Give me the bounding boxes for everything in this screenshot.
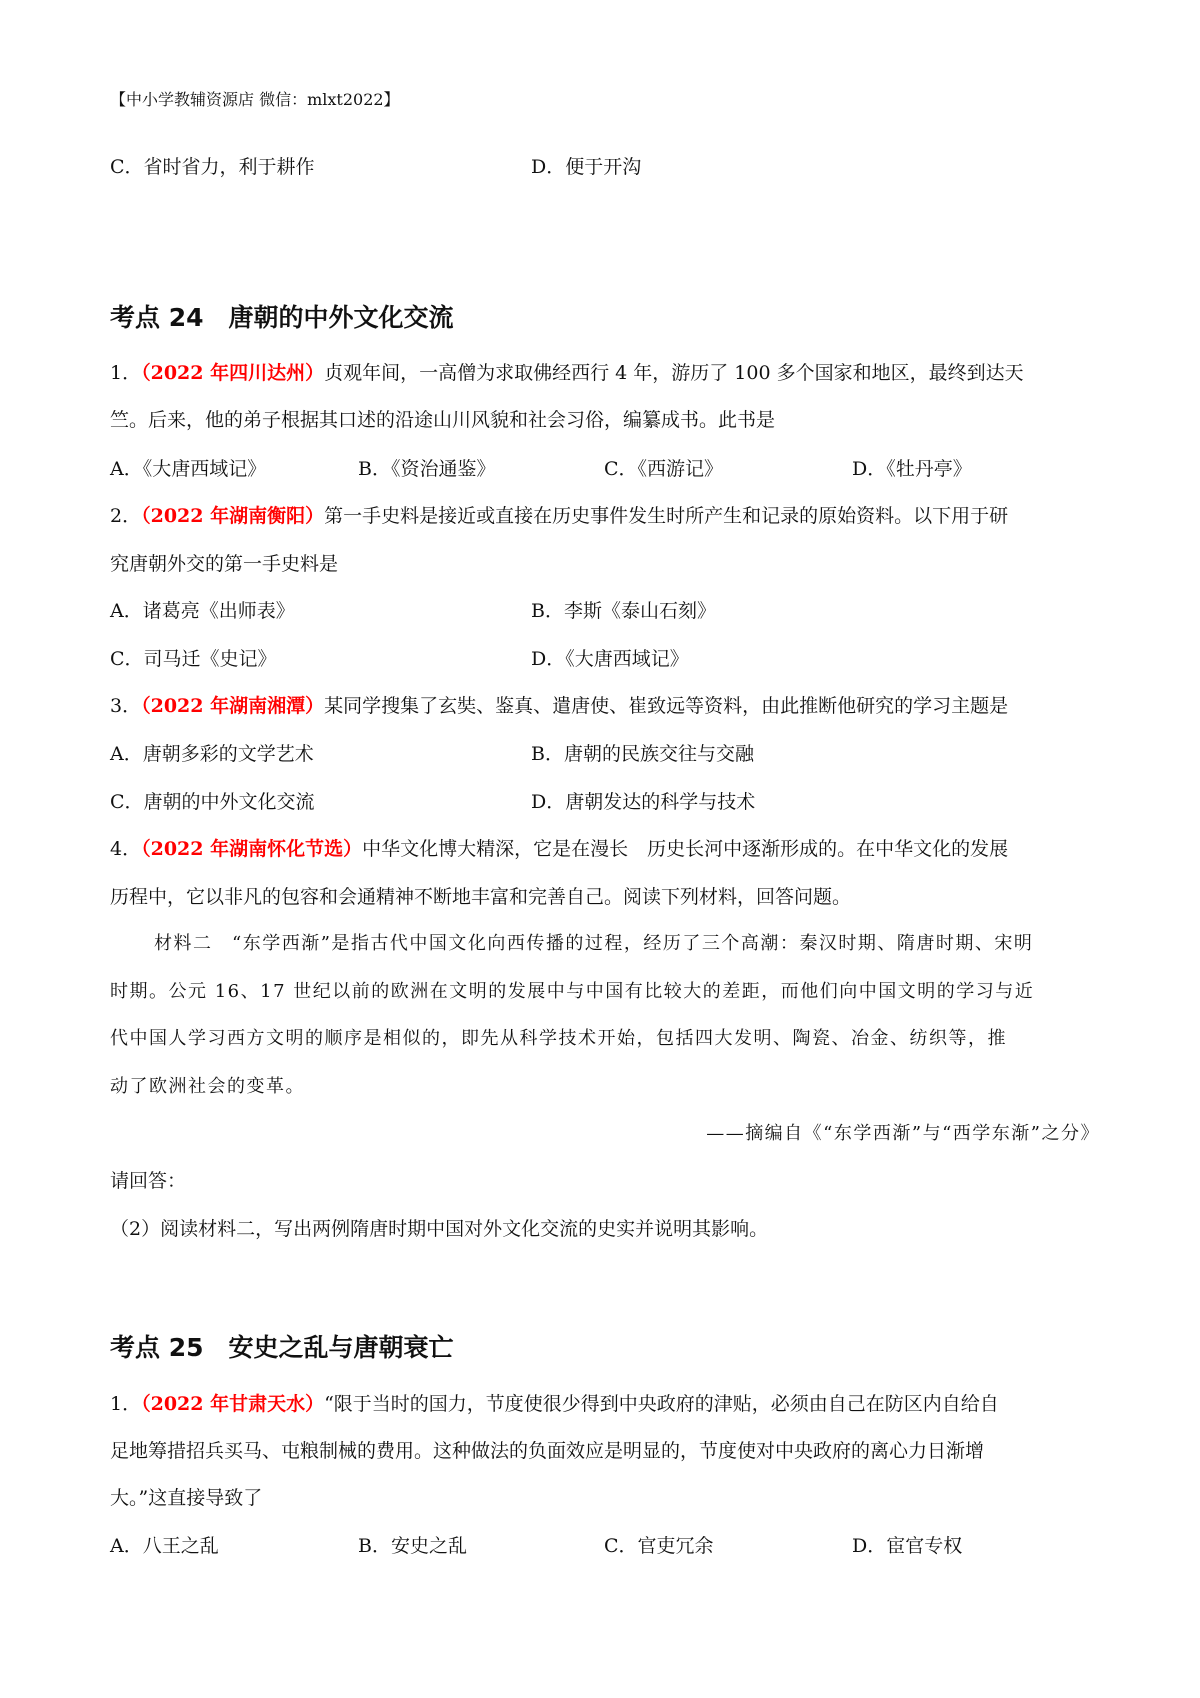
option-a: A．诸葛亮《出师表》 [110, 600, 295, 622]
material-line: 材料二 “东学西渐”是指古代中国文化向西传播的过程，经历了三个高潮：秦汉时期、隋唐时期、宋明 [154, 933, 1034, 954]
option-c: C．司马迁《史记》 [110, 648, 277, 670]
header-watermark: 【中小学教辅资源店 微信：mlxt2022】 [110, 90, 400, 109]
material-line: 动了欧洲社会的变革。 [110, 1076, 305, 1097]
question-text: 究唐朝外交的第一手史料是 [110, 553, 339, 575]
option-c: C．《西游记》 [604, 458, 724, 480]
option-b: B．李斯《泰山石刻》 [531, 600, 716, 622]
option-c: C．官吏冗余 [604, 1535, 714, 1557]
question-text: 历程中，它以非凡的包容和会通精神不断地丰富和完善自己。阅读下列材料，回答问题。 [110, 886, 852, 908]
option-c: C．省时省力，利于耕作 [110, 156, 315, 178]
question-text: 大。”这直接导致了 [110, 1487, 263, 1509]
question-source: （2022 年湖南衡阳） [141, 505, 325, 527]
question-number: 2． [110, 505, 142, 527]
option-a: A．八王之乱 [110, 1535, 219, 1557]
question-text: “限于当时的国力，节度使很少得到中央政府的津贴，必须由自己在防区内自给自 [324, 1393, 999, 1415]
question-3-line [110, 694, 1008, 718]
option-d: D．便于开沟 [531, 156, 642, 178]
question-text: 竺。后来，他的弟子根据其口述的沿途山川风貌和社会习俗，编纂成书。此书是 [110, 409, 776, 431]
question-1-line [110, 361, 1024, 385]
option-d: D．《大唐西域记》 [531, 648, 689, 670]
material-line: 代中国人学习西方文明的顺序是相似的，即先从科学技术开始，包括四大发明、陶瓷、冶金、纺织等，推 [110, 1028, 1007, 1049]
sub-question: （2）阅读材料二，写出两例隋唐时期中国对外文化交流的史实并说明其影响。 [110, 1218, 769, 1240]
question-source: （2022 年四川达州） [141, 362, 325, 384]
question-text: 第一手史料是接近或直接在历史事件发生时所产生和记录的原始资料。以下用于研 [324, 505, 1009, 527]
question-source: （2022 年湖南怀化节选） [141, 838, 363, 860]
option-a: A．《大唐西域记》 [110, 458, 267, 480]
option-b: B．唐朝的民族交往与交融 [531, 743, 754, 765]
option-d: D．宦官专权 [852, 1535, 963, 1557]
option-d: D．唐朝发达的科学与技术 [531, 791, 756, 813]
question-1-line [110, 1392, 999, 1416]
question-number: 1． [110, 1393, 142, 1415]
question-text: 贞观年间，一高僧为求取佛经西行 4 年，游历了 100 多个国家和地区，最终到达天 [324, 362, 1024, 384]
option-d: D．《牡丹亭》 [852, 458, 972, 480]
question-4-line [110, 837, 1008, 861]
question-source: （2022 年湖南湘潭） [141, 695, 325, 717]
question-number: 1． [110, 362, 142, 384]
option-b: B．安史之乱 [358, 1535, 467, 1557]
option-c: C．唐朝的中外文化交流 [110, 791, 315, 813]
question-source: （2022 年甘肃天水） [141, 1393, 325, 1415]
question-text: 中华文化博大精深，它是在漫长 历史长河中逐渐形成的。在中华文化的发展 [362, 838, 1009, 860]
question-text: 某同学搜集了玄奘、鉴真、遣唐使、崔致远等资料，由此推断他研究的学习主题是 [324, 695, 1009, 717]
section-title-24: 考点 24 唐朝的中外文化交流 [110, 303, 454, 332]
question-number: 4． [110, 838, 142, 860]
question-number: 3． [110, 695, 142, 717]
option-b: B．《资治通鉴》 [358, 458, 496, 480]
material-source: ——摘编自《“东学西渐”与“西学东渐”之分》 [706, 1123, 1100, 1144]
question-2-line [110, 504, 1008, 528]
option-a: A．唐朝多彩的文学艺术 [110, 743, 314, 765]
answer-prompt: 请回答： [110, 1170, 187, 1192]
question-text: 足地筹措招兵买马、屯粮制械的费用。这种做法的负面效应是明显的，节度使对中央政府的离心力日渐增 [110, 1440, 985, 1462]
section-title-25: 考点 25 安史之乱与唐朝衰亡 [110, 1333, 454, 1362]
material-line: 时期。公元 16、17 世纪以前的欧洲在文明的发展中与中国有比较大的差距，而他们向中国文明的学习与近 [110, 981, 1035, 1002]
